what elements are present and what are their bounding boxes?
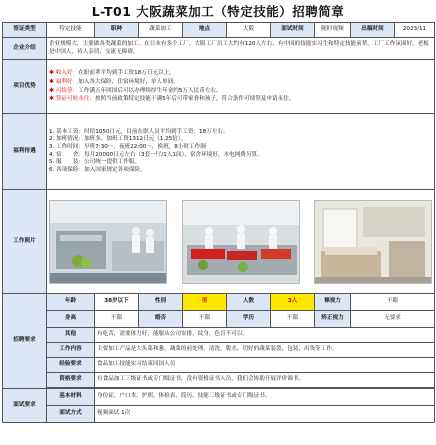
interview-label: 面试要求 [3, 389, 47, 423]
other-label: 其他 [47, 328, 95, 343]
company-row [3, 38, 435, 60]
advantage-item: ✱ 福利好：加入各大保险，住宿环境好，单人单间。 [49, 77, 179, 85]
qualification-value: 有食品加工三级证书或专门级证书，没有资格证书人员，我们会协助开展评价调书。 [95, 373, 435, 388]
welfare-label: 福利待遇 [3, 114, 47, 190]
interview-format-value: 视频面试 1次 [95, 406, 435, 423]
requirements-content-row [3, 343, 435, 358]
dormitory-photo [314, 200, 432, 284]
welfare-item: 2. 加班情况：加班多，加班工资1312日元（1.25倍）。 [49, 136, 187, 143]
interview-format-label: 面试方式 [47, 406, 95, 423]
welfare-item: 4. 宿 舍：每月20000日元左右（3套一厅/1人1间），宿舍环境好，水电网费另算。 [49, 151, 263, 158]
count-value: 3人 [271, 294, 315, 311]
advantage-item: ✱ 签证可转永住：按照当前政策特定技能干满5年后可带家眷和孩子，符合条件可续签及申请永住。 [49, 95, 295, 103]
age-label: 年龄 [47, 294, 95, 311]
summary-row [3, 23, 435, 38]
corrected-eyesight-value: 无要求 [351, 311, 435, 328]
star-icon: ✱ [49, 95, 55, 103]
qualification-label: 资格要求 [47, 373, 95, 388]
interview-format-row [3, 406, 435, 423]
welfare-list [47, 114, 435, 190]
height-label: 身高 [47, 311, 95, 328]
factory-photo-1 [49, 200, 167, 284]
location-label: 地点 [183, 23, 227, 38]
welfare-item: 5. 服 装：公司统一提供工作服。 [49, 159, 141, 166]
education-value: 不限 [271, 311, 315, 328]
advantages-row [3, 60, 435, 114]
star-icon: ✱ [49, 86, 55, 94]
experience-label: 经验要求 [47, 358, 95, 373]
height-value: 不限 [95, 311, 139, 328]
marital-value: 不限 [183, 311, 227, 328]
gender-label: 性别 [139, 294, 183, 311]
requirements-row-b [3, 311, 435, 328]
eyesight-value: 不限 [351, 294, 435, 311]
gender-value: 男 [183, 294, 227, 311]
age-value: 38岁以下 [95, 294, 139, 311]
advantage-item: ✱ 收入好：在职前辈平均到手工资18万日元以上。 [49, 69, 175, 77]
recruitment-sheet [2, 2, 434, 423]
interview-time-value: 随时视频 [315, 23, 351, 38]
star-icon: ✱ [49, 77, 55, 85]
experience-value: 食品加工技能实习结束回国人员 [95, 358, 435, 373]
welfare-item: 1. 基本工资：时给1050日元，目前在职人员平均到手工资：18万左右。 [49, 128, 229, 135]
star-icon: ✱ [49, 69, 55, 77]
location-value: 大阪 [227, 23, 271, 38]
content-value: 主要加工产品是大头菜和葱，蔬菜的前处理，清洗，脱水，切好的蔬菜装袋，包装，出货等工作。 [95, 343, 435, 358]
documents-value: 身份证、户口本、护照、体检表、简历、技能三级证书或专门级证书。 [95, 389, 435, 406]
eyesight-label: 裸视力 [315, 294, 351, 311]
photos-row [3, 190, 435, 294]
publish-date-label: 出稿时间 [351, 23, 395, 38]
job-type-label: 职种 [95, 23, 139, 38]
requirements-qualification-row [3, 373, 435, 388]
page-title: L-T01 大阪蔬菜加工（特定技能）招聘简章 [91, 4, 345, 19]
job-type-value: 蔬菜加工 [139, 23, 183, 38]
requirements-label: 招聘要求 [3, 294, 47, 389]
info-table [2, 22, 435, 423]
corrected-eyesight-label: 矫正视力 [315, 311, 351, 328]
requirements-other-row [3, 328, 435, 343]
factory-photo-2 [182, 200, 300, 284]
welfare-item: 3. 工作时间：早班7:30～，夜班22:00～，换班，8小时工作制 [49, 143, 206, 150]
content-label: 工作内容 [47, 343, 95, 358]
welfare-row [3, 114, 435, 190]
photos-label: 工作照片 [3, 190, 47, 294]
welfare-item: 6. 各项保险：加入国家规定各项保险。 [49, 166, 146, 173]
count-label: 人数 [227, 294, 271, 311]
marital-label: 婚否 [139, 311, 183, 328]
requirements-experience-row [3, 358, 435, 373]
education-label: 学历 [227, 311, 271, 328]
photos-cell [47, 190, 435, 294]
visa-type-value: 特定技能 [47, 23, 95, 38]
requirements-row-a [3, 294, 435, 311]
company-text: 企业规模大，主要做各类蔬菜的加工。在日本有多个工厂，大阪工厂员工大约有120人左右，有中国的技能实习生和特定技能前辈。工厂工作氛围好，老板是中国人，待人亲切，交流无障碍。 [47, 38, 435, 60]
advantages-label: 项目优势 [3, 60, 47, 114]
advantage-item: ✱ 可续签：工作满五年回国后可以办理续厚生年金约5万人民币左右。 [49, 86, 222, 94]
other-value: 有吃苦，需要体力好，能服从公司安排，纹身，色盲不可以。 [95, 328, 435, 343]
documents-label: 基本材料 [47, 389, 95, 406]
interview-time-label: 面试时间 [271, 23, 315, 38]
visa-type-label: 签证类型 [3, 23, 47, 38]
publish-date-value: 2023/11 [395, 23, 435, 38]
advantages-list [47, 60, 435, 114]
interview-docs-row [3, 389, 435, 406]
company-label: 企业介绍 [3, 38, 47, 60]
